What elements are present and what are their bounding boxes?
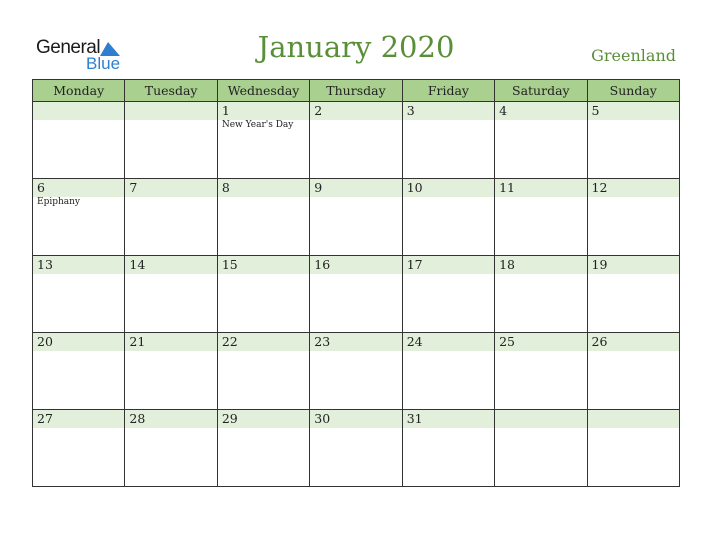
day-cell[interactable]: [310, 179, 402, 256]
day-cell[interactable]: [125, 102, 217, 179]
weekday-header: Monday: [33, 80, 125, 102]
day-number: 30: [310, 410, 401, 428]
day-cell[interactable]: [587, 256, 679, 333]
week-row: [33, 256, 680, 333]
day-number: 24: [403, 333, 494, 351]
day-number: 20: [33, 333, 124, 351]
day-cell[interactable]: [217, 102, 309, 179]
day-number: 15: [218, 256, 309, 274]
day-cell[interactable]: [125, 333, 217, 410]
calendar-body: [33, 102, 680, 487]
day-number: 12: [588, 179, 679, 197]
week-row: [33, 410, 680, 487]
day-cell[interactable]: [402, 410, 494, 487]
week-row: [33, 179, 680, 256]
weekday-header: Tuesday: [125, 80, 217, 102]
day-cell[interactable]: [33, 410, 125, 487]
day-cell[interactable]: [125, 410, 217, 487]
holiday-label: New Year's Day: [221, 120, 294, 130]
day-number: 27: [33, 410, 124, 428]
country-label: Greenland: [591, 46, 676, 65]
day-number: 3: [403, 102, 494, 120]
day-number: 29: [218, 410, 309, 428]
day-number: [588, 410, 679, 428]
calendar-grid: [32, 79, 680, 487]
day-number: 2: [310, 102, 401, 120]
day-cell[interactable]: [495, 333, 587, 410]
day-number: 28: [125, 410, 216, 428]
day-cell[interactable]: [495, 410, 587, 487]
day-cell[interactable]: [33, 333, 125, 410]
weekday-header: Thursday: [310, 80, 402, 102]
day-cell[interactable]: [33, 102, 125, 179]
day-cell[interactable]: [125, 179, 217, 256]
weekday-header: Friday: [402, 80, 494, 102]
day-cell[interactable]: [310, 102, 402, 179]
day-number: 18: [495, 256, 586, 274]
day-number: [125, 102, 216, 120]
logo-text-general: General: [36, 37, 101, 58]
day-number: 11: [495, 179, 586, 197]
day-number: 25: [495, 333, 586, 351]
day-cell[interactable]: [217, 256, 309, 333]
day-cell[interactable]: [587, 333, 679, 410]
day-cell[interactable]: [587, 410, 679, 487]
day-cell[interactable]: [310, 333, 402, 410]
day-cell[interactable]: [587, 102, 679, 179]
day-cell[interactable]: [495, 102, 587, 179]
week-row: [33, 333, 680, 410]
day-cell[interactable]: [217, 179, 309, 256]
day-number: 8: [218, 179, 309, 197]
day-number: 4: [495, 102, 586, 120]
day-number: 23: [310, 333, 401, 351]
day-number: 21: [125, 333, 216, 351]
day-number: [495, 410, 586, 428]
weekday-header: Saturday: [495, 80, 587, 102]
day-number: 16: [310, 256, 401, 274]
week-row: [33, 102, 680, 179]
weekday-header: Sunday: [587, 80, 679, 102]
day-number: 19: [588, 256, 679, 274]
day-cell[interactable]: [495, 179, 587, 256]
logo-text-blue: Blue: [86, 54, 121, 73]
day-number: 22: [218, 333, 309, 351]
day-number: 1: [218, 102, 309, 120]
day-cell[interactable]: [217, 333, 309, 410]
day-cell[interactable]: [125, 256, 217, 333]
day-cell[interactable]: [402, 179, 494, 256]
day-cell[interactable]: [495, 256, 587, 333]
day-number: 5: [588, 102, 679, 120]
day-number: 26: [588, 333, 679, 351]
day-number: 14: [125, 256, 216, 274]
day-cell[interactable]: [402, 102, 494, 179]
day-number: 10: [403, 179, 494, 197]
day-cell[interactable]: [402, 333, 494, 410]
day-cell[interactable]: [217, 410, 309, 487]
day-number: 6: [33, 179, 124, 197]
day-number: 31: [403, 410, 494, 428]
holiday-label: Epiphany: [37, 197, 81, 207]
day-cell[interactable]: [587, 179, 679, 256]
day-cell[interactable]: [33, 179, 125, 256]
day-cell[interactable]: [33, 256, 125, 333]
day-number: 17: [403, 256, 494, 274]
weekday-header: Wednesday: [217, 80, 309, 102]
day-number: [33, 102, 124, 120]
day-cell[interactable]: [310, 410, 402, 487]
day-number: 7: [125, 179, 216, 197]
day-number: 9: [310, 179, 401, 197]
day-number: 13: [33, 256, 124, 274]
weekday-header-row: [33, 80, 680, 102]
day-cell[interactable]: [310, 256, 402, 333]
day-cell[interactable]: [402, 256, 494, 333]
calendar-title: January 2020: [257, 30, 455, 64]
